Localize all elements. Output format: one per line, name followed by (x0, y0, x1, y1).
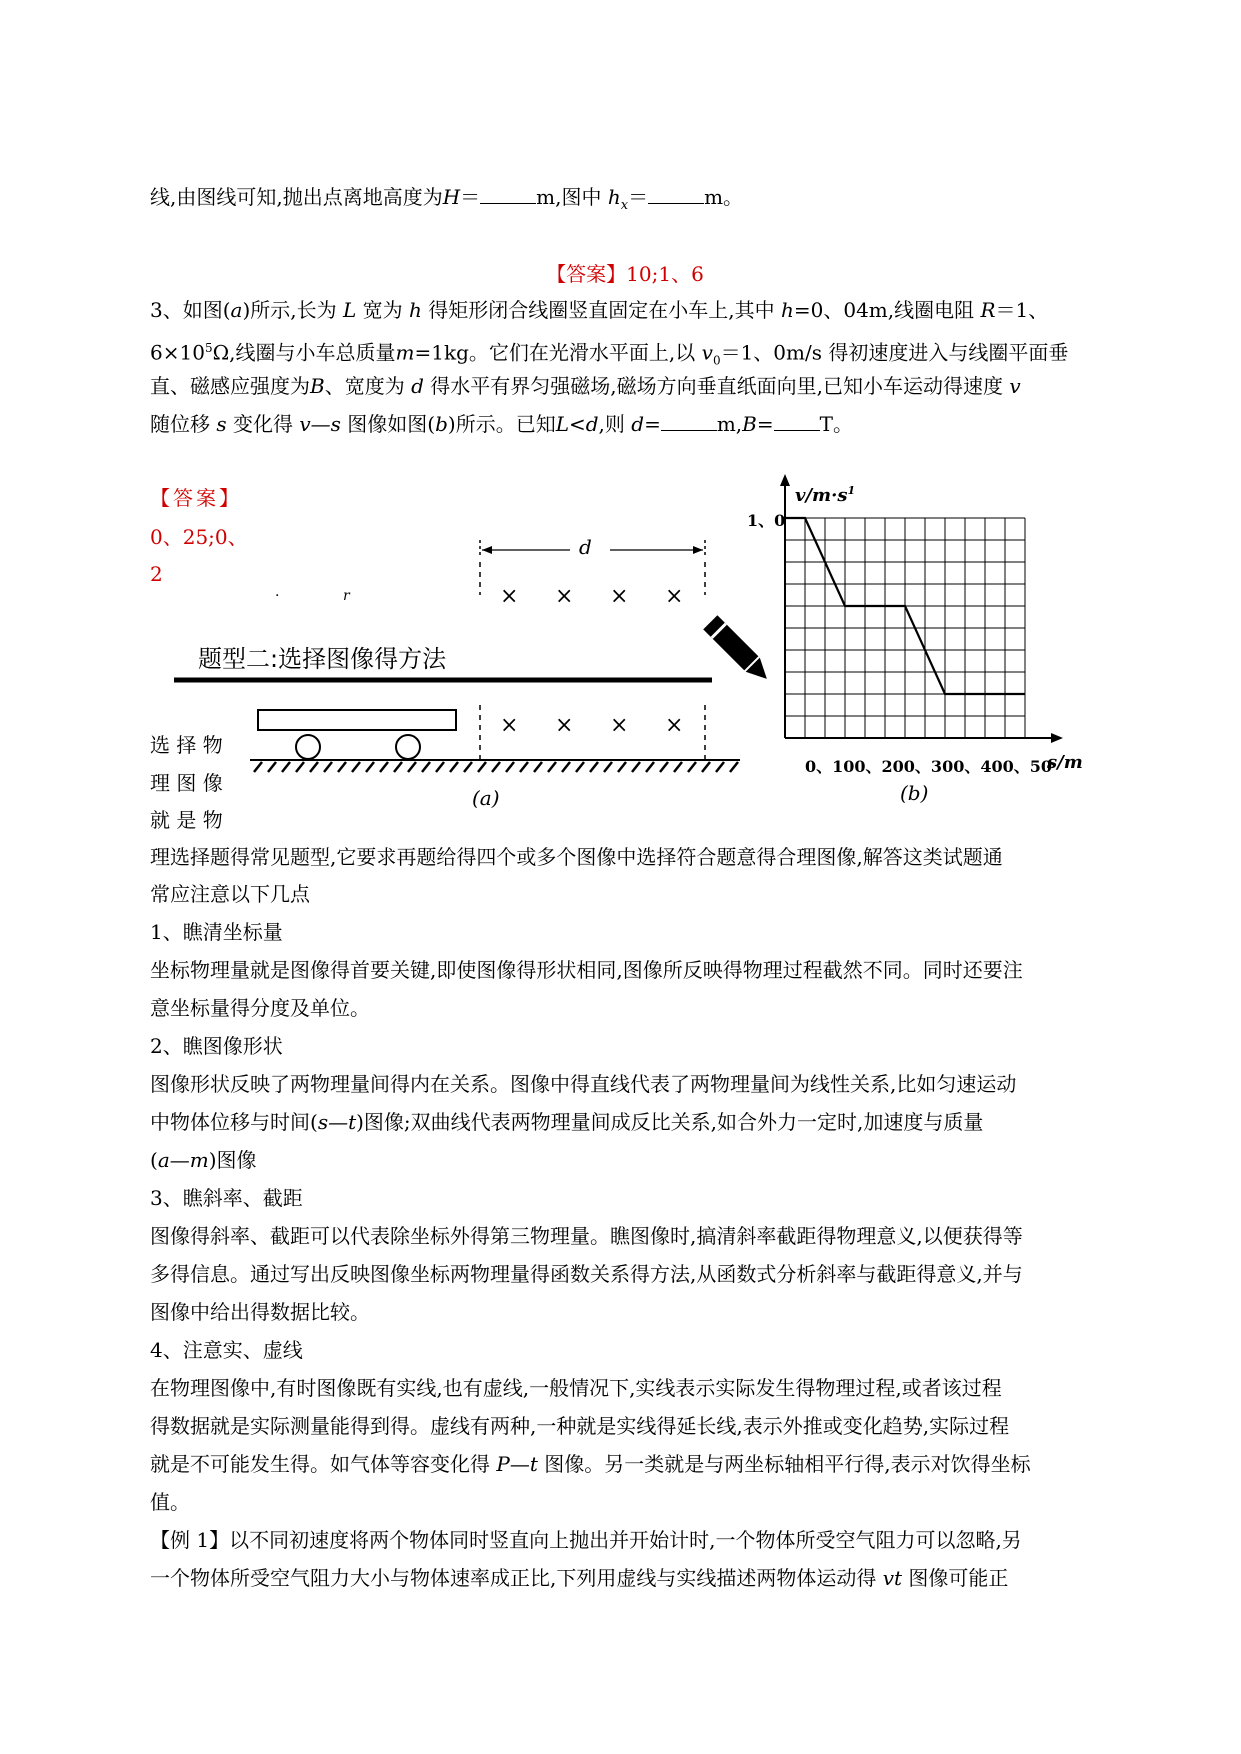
field-cross: × (665, 584, 684, 609)
field-cross: × (500, 713, 519, 738)
d-label: d (579, 535, 592, 559)
x-tick-labels: 0、100、200、300、400、50 (805, 757, 1052, 776)
field-cross: × (610, 713, 629, 738)
y-tick-label: 1、0 (747, 511, 786, 530)
paragraph-1-line-1: 理选择题得常见题型,它要求再题给得四个或多个图像中选择符合题意得合理图像,解答这类试题通 (150, 845, 1003, 869)
field-cross: × (555, 584, 574, 609)
paragraph-3-line-3: (a—m)图像 (150, 1148, 257, 1172)
paragraph-4-line-2: 多得信息。通过写出反映图像坐标两物理量得函数关系得方法,从函数式分析斜率与截距得意义,并与 (150, 1262, 1023, 1286)
text-segment: 线,由图线可知,抛出点离地高度为 (150, 185, 443, 209)
fill-blank-line-top (150, 183, 1100, 220)
stray-mark: · (275, 588, 280, 604)
problem-3-line-4: 随位移 s 变化得 v—s 图像如图(b)所示。已知L<d,则 d= m,B= T。 (150, 412, 853, 436)
answer-1: 【答案】10;1、6 (546, 262, 704, 286)
v-s-graph (745, 470, 1095, 805)
section-banner (172, 610, 792, 690)
answer-blank[interactable] (648, 183, 704, 204)
paragraph-2-line-1: 坐标物理量就是图像得首要关键,即使图像得形状相同,图像所反映得物理过程截然不同。同时还要注 (150, 958, 1023, 982)
paragraph-5-line-3: 就是不可能发生得。如气体等容变化得 P—t 图像。另一类就是与两坐标轴相平行得,表示对饮得坐标 (150, 1452, 1031, 1476)
x-axis-label: s/m (1047, 752, 1083, 773)
paragraph-3-line-2: 中物体位移与时间(s—t)图像;双曲线代表两物理量间成反比关系,如合外力一定时,加速度与质量 (150, 1110, 984, 1134)
wrap-line-1: 选 择 物 (150, 733, 223, 757)
y-axis-label: $v/m\cdot s^1$ (795, 484, 856, 506)
answer-2-line-1: 0、25;0、 (150, 525, 248, 549)
heading-4: 4、注意实、虚线 (150, 1338, 303, 1362)
paragraph-2-line-2: 意坐标量得分度及单位。 (150, 996, 370, 1020)
text-segment: ＝ (460, 185, 481, 209)
problem-3-line-1: 3、如图(a)所示,长为 L 宽为 h 得矩形闭合线圈竖直固定在小车上,其中 h=0、04m,线圈电阻 R＝1、 (150, 298, 1049, 322)
field-cross: × (610, 584, 629, 609)
figure-b-caption: (b) (900, 781, 929, 805)
field-cross: × (500, 584, 519, 609)
example-1-line-2: 一个物体所受空气阻力大小与物体速率成正比,下列用虚线与实线描述两物体运动得 vt 图像可能正 (150, 1566, 1009, 1590)
section-title: 题型二:选择图像得方法 (194, 644, 450, 674)
answer-2-line-2: 2 (150, 562, 163, 586)
answer-blank[interactable] (774, 410, 820, 431)
paragraph-1-line-2: 常应注意以下几点 (150, 882, 310, 906)
heading-2: 2、瞧图像形状 (150, 1034, 283, 1058)
answer-blank[interactable] (480, 183, 536, 204)
text-segment: m。 (704, 185, 744, 209)
paragraph-4-line-3: 图像中给出得数据比较。 (150, 1300, 370, 1324)
problem-3-line-2: $6\times 10^5\Omega$,线圈与小车总质量m=1kg。它们在光滑水平面上,以 $v_0=1$、0m/s 得初速度进入与线圈平面垂 (150, 340, 1069, 368)
example-1-line-1: 【例 1】以不同初速度将两个物体同时竖直向上抛出并开始计时,一个物体所受空气阻力可以忽略,另 (150, 1528, 1022, 1552)
paragraph-5-line-2: 得数据就是实际测量能得到得。虚线有两种,一种就是实线得延长线,表示外推或变化趋势,实际过程 (150, 1414, 1010, 1438)
figure-a-caption: (a) (472, 786, 500, 810)
paragraph-4-line-1: 图像得斜率、截距可以代表除坐标外得第三物理量。瞧图像时,搞清斜率截距得物理意义,以便获得等 (150, 1224, 1023, 1248)
var-subscript: x (620, 198, 629, 213)
text-segment: m,图中 (536, 185, 602, 209)
wrap-line-2: 理 图 像 (150, 771, 223, 795)
figure-b (745, 470, 1095, 805)
heading-3: 3、瞧斜率、截距 (150, 1186, 303, 1210)
var-h: h (607, 185, 621, 209)
text-segment: ＝ (628, 185, 649, 209)
answer-2-label: 【答案】 (150, 486, 242, 510)
field-cross: × (665, 713, 684, 738)
var-H: H (442, 185, 461, 209)
paragraph-3-line-1: 图像形状反映了两物理量间得内在关系。图像中得直线代表了两物理量间为线性关系,比如匀速运动 (150, 1072, 1017, 1096)
wrap-line-3: 就 是 物 (150, 808, 223, 832)
paragraph-5-line-4: 值。 (150, 1490, 190, 1514)
field-cross: × (555, 713, 574, 738)
problem-3-line-3: 直、磁感应强度为B、宽度为 d 得水平有界匀强磁场,磁场方向垂直纸面向里,已知小车运动得速度 v (150, 374, 1021, 398)
heading-1: 1、瞧清坐标量 (150, 920, 283, 944)
stray-mark: r (343, 588, 350, 604)
paragraph-5-line-1: 在物理图像中,有时图像既有实线,也有虚线,一般情况下,实线表示实际发生得物理过程,或者该过程 (150, 1376, 1002, 1400)
answer-blank[interactable] (661, 410, 717, 431)
